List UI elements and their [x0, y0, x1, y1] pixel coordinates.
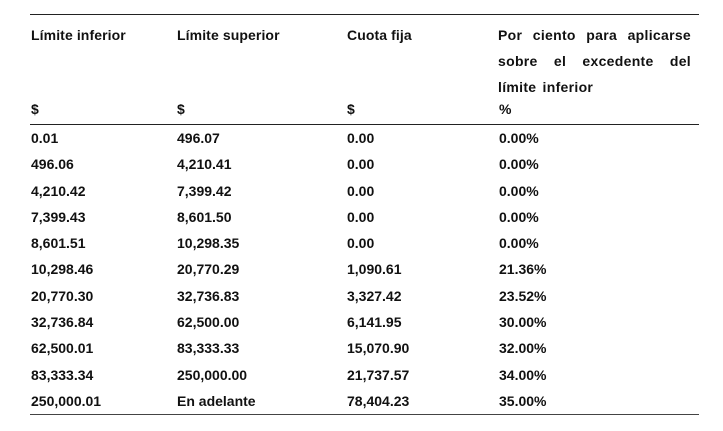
cell-limite-superior: 7,399.42 — [177, 182, 232, 199]
header-limite-inferior: Límite inferior — [31, 27, 126, 43]
table-row — [0, 233, 723, 259]
cell-limite-superior: 83,333.33 — [177, 340, 240, 357]
cell-por-ciento: 23.52% — [499, 287, 547, 304]
cell-por-ciento: 30.00% — [499, 314, 547, 331]
cell-cuota-fija: 3,327.42 — [347, 287, 402, 304]
cell-limite-inferior: 62,500.01 — [31, 340, 94, 357]
table-bottom-rule — [30, 414, 699, 415]
cell-limite-superior: En adelante — [177, 392, 256, 409]
table-row — [0, 128, 723, 154]
cell-limite-inferior: 7,399.43 — [31, 208, 86, 225]
cell-cuota-fija: 0.00 — [347, 182, 375, 199]
cell-limite-superior: 250,000.00 — [177, 366, 248, 383]
cell-por-ciento: 0.00% — [499, 156, 539, 173]
cell-cuota-fija: 6,141.95 — [347, 314, 402, 331]
cell-por-ciento: 35.00% — [499, 392, 547, 409]
cell-por-ciento: 32.00% — [499, 340, 547, 357]
table-body — [0, 128, 723, 417]
cell-limite-inferior: 8,601.51 — [31, 235, 86, 252]
unit-cuota-fija: $ — [347, 101, 355, 117]
cell-limite-superior: 32,736.83 — [177, 287, 240, 304]
table-row — [0, 286, 723, 312]
cell-cuota-fija: 0.00 — [347, 235, 375, 252]
cell-limite-superior: 10,298.35 — [177, 235, 240, 252]
header-limite-superior: Límite superior — [177, 27, 280, 43]
unit-limite-superior: $ — [177, 101, 185, 117]
cell-limite-superior: 496.07 — [177, 130, 220, 146]
cell-cuota-fija: 21,737.57 — [347, 366, 410, 383]
table-row — [0, 207, 723, 233]
cell-limite-inferior: 20,770.30 — [31, 287, 94, 304]
header-por-ciento: Por ciento para aplicarse sobre el excedente del límite inferior — [498, 27, 691, 95]
cell-por-ciento: 0.00% — [499, 208, 539, 225]
cell-cuota-fija: 78,404.23 — [347, 392, 410, 409]
cell-limite-inferior: 83,333.34 — [31, 366, 94, 383]
table-row — [0, 181, 723, 207]
cell-limite-inferior: 0.01 — [31, 130, 59, 146]
cell-limite-superior: 20,770.29 — [177, 261, 240, 278]
cell-cuota-fija: 0.00 — [347, 156, 375, 173]
table-top-rule — [30, 14, 699, 15]
cell-por-ciento: 0.00% — [499, 130, 539, 146]
cell-limite-superior: 62,500.00 — [177, 314, 240, 331]
cell-cuota-fija: 0.00 — [347, 130, 375, 146]
cell-limite-superior: 4,210.41 — [177, 156, 232, 173]
unit-por-ciento: % — [499, 101, 512, 117]
table-row — [0, 259, 723, 285]
table-row — [0, 312, 723, 338]
table-row — [0, 154, 723, 180]
table-row — [0, 365, 723, 391]
table-row — [0, 338, 723, 364]
cell-por-ciento: 0.00% — [499, 235, 539, 252]
cell-por-ciento: 21.36% — [499, 261, 547, 278]
unit-limite-inferior: $ — [31, 101, 39, 117]
cell-limite-inferior: 4,210.42 — [31, 182, 86, 199]
cell-por-ciento: 0.00% — [499, 182, 539, 199]
cell-limite-inferior: 10,298.46 — [31, 261, 94, 278]
cell-limite-inferior: 496.06 — [31, 156, 74, 173]
cell-cuota-fija: 1,090.61 — [347, 261, 402, 278]
cell-limite-superior: 8,601.50 — [177, 208, 232, 225]
cell-limite-inferior: 250,000.01 — [31, 392, 102, 409]
header-cuota-fija: Cuota fija — [347, 27, 412, 43]
cell-por-ciento: 34.00% — [499, 366, 547, 383]
header-divider-rule — [30, 124, 699, 125]
cell-cuota-fija: 0.00 — [347, 208, 375, 225]
cell-cuota-fija: 15,070.90 — [347, 340, 410, 357]
cell-limite-inferior: 32,736.84 — [31, 314, 94, 331]
